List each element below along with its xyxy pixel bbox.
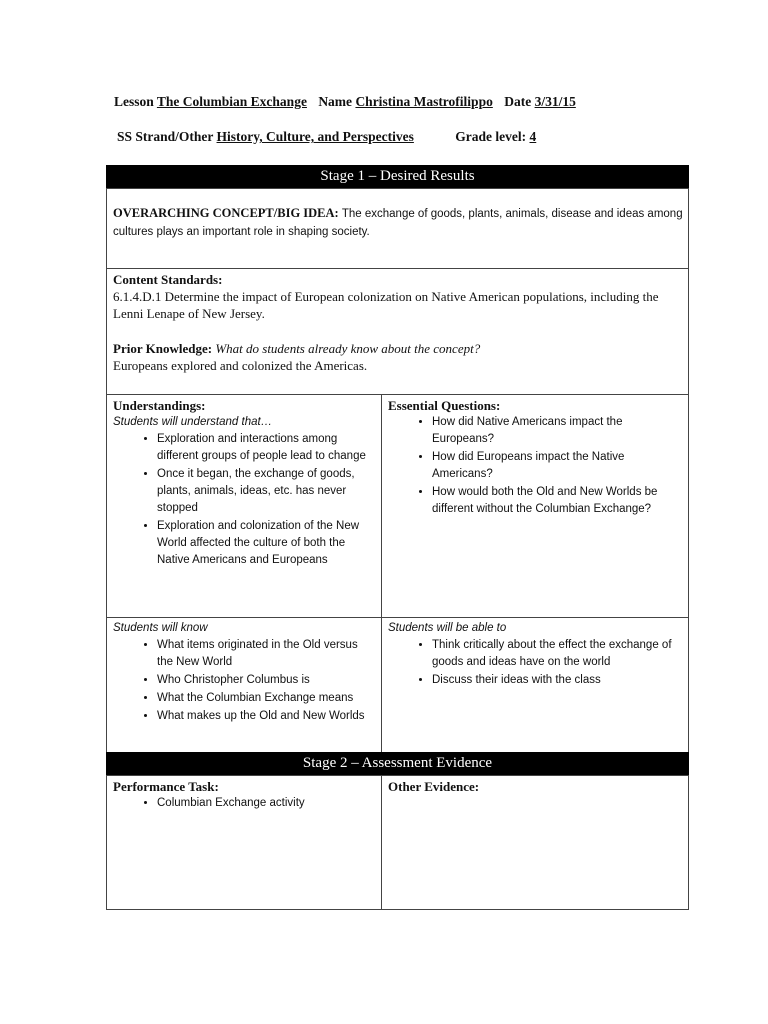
date-label: Date [504, 94, 532, 109]
lesson-header-line [114, 94, 576, 110]
understandings-label: Understandings: [113, 398, 206, 413]
students-able [382, 618, 688, 692]
list-item: • What the Columbian Exchange means [157, 690, 375, 707]
strand-value: History, Culture, and Perspectives [216, 129, 414, 144]
other-evidence-box [381, 775, 689, 910]
list-item: • Discuss their ideas with the class [432, 672, 682, 689]
big-idea-box [106, 188, 689, 269]
students-able-box [381, 617, 689, 753]
other-evidence [382, 776, 688, 797]
list-item: • What items originated in the Old versus the New World [157, 637, 375, 671]
understandings-box [106, 394, 382, 618]
lesson-label: Lesson [114, 94, 154, 109]
essential-questions-box [381, 394, 689, 618]
list-item: • Exploration and colonization of the New World affected the culture of both the Native Americans and Europeans [157, 518, 375, 569]
understandings-sub: Students will understand that… [113, 416, 273, 428]
list-item: • Think critically about the effect the exchange of goods and ideas have on the world [432, 637, 682, 671]
students-know-sub: Students will know [113, 622, 208, 634]
author-name: Christina Mastrofilippo [355, 94, 493, 109]
stage2-title: Stage 2 – Assessment Evidence [106, 752, 689, 775]
list-item: • How would both the Old and New Worlds be different without the Columbian Exchange? [432, 484, 682, 518]
strand-label: SS Strand/Other [117, 129, 214, 144]
big-idea-text: The exchange of goods, plants, animals, disease and ideas among cultures plays an important role in shaping society. [113, 208, 683, 238]
students-able-sub: Students will be able to [388, 622, 507, 634]
list-item: • Who Christopher Columbus is [157, 672, 375, 689]
essential-questions [382, 395, 688, 521]
understandings [107, 395, 381, 572]
big-idea-label: OVERARCHING CONCEPT/BIG IDEA: [113, 206, 339, 220]
list-item: • Exploration and interactions among different groups of people lead to change [157, 431, 375, 465]
big-idea [107, 203, 690, 243]
essential-questions-label: Essential Questions: [388, 398, 501, 413]
performance-task-label: Performance Task: [113, 779, 219, 794]
students-know-box [106, 617, 382, 753]
students-know [107, 618, 381, 728]
lesson-title: The Columbian Exchange [156, 94, 307, 109]
lesson-date: 3/31/15 [534, 94, 576, 109]
list-item: • Columbian Exchange activity [157, 795, 375, 812]
list-item: • What makes up the Old and New Worlds [157, 708, 375, 725]
stage1-title: Stage 1 – Desired Results [106, 165, 689, 188]
performance-task-box [106, 775, 382, 910]
prior-knowledge-label: Prior Knowledge: [113, 341, 213, 356]
prior-knowledge-prompt: What do students already know about the concept? [215, 341, 481, 356]
standards-label: Content Standards: [113, 272, 223, 287]
standards-text: 6.1.4.D.1 Determine the impact of European colonization on Native American populations, including the Lenni Lenape of New Jersey. [113, 289, 659, 321]
other-evidence-label: Other Evidence: [388, 779, 480, 794]
grade-value: 4 [529, 129, 537, 144]
strand-header-line [117, 129, 536, 145]
list-item: • How did Native Americans impact the Europeans? [432, 414, 682, 448]
prior-knowledge-text: Europeans explored and colonized the Americas. [113, 358, 368, 373]
name-label: Name [318, 94, 353, 109]
performance-task [107, 776, 381, 815]
list-item: • How did Europeans impact the Native Americans? [432, 449, 682, 483]
grade-label: Grade level: [455, 129, 527, 144]
standards [107, 269, 690, 376]
standards-box [106, 268, 689, 395]
list-item: • Once it began, the exchange of goods, plants, animals, ideas, etc. has never stopped [157, 466, 375, 517]
